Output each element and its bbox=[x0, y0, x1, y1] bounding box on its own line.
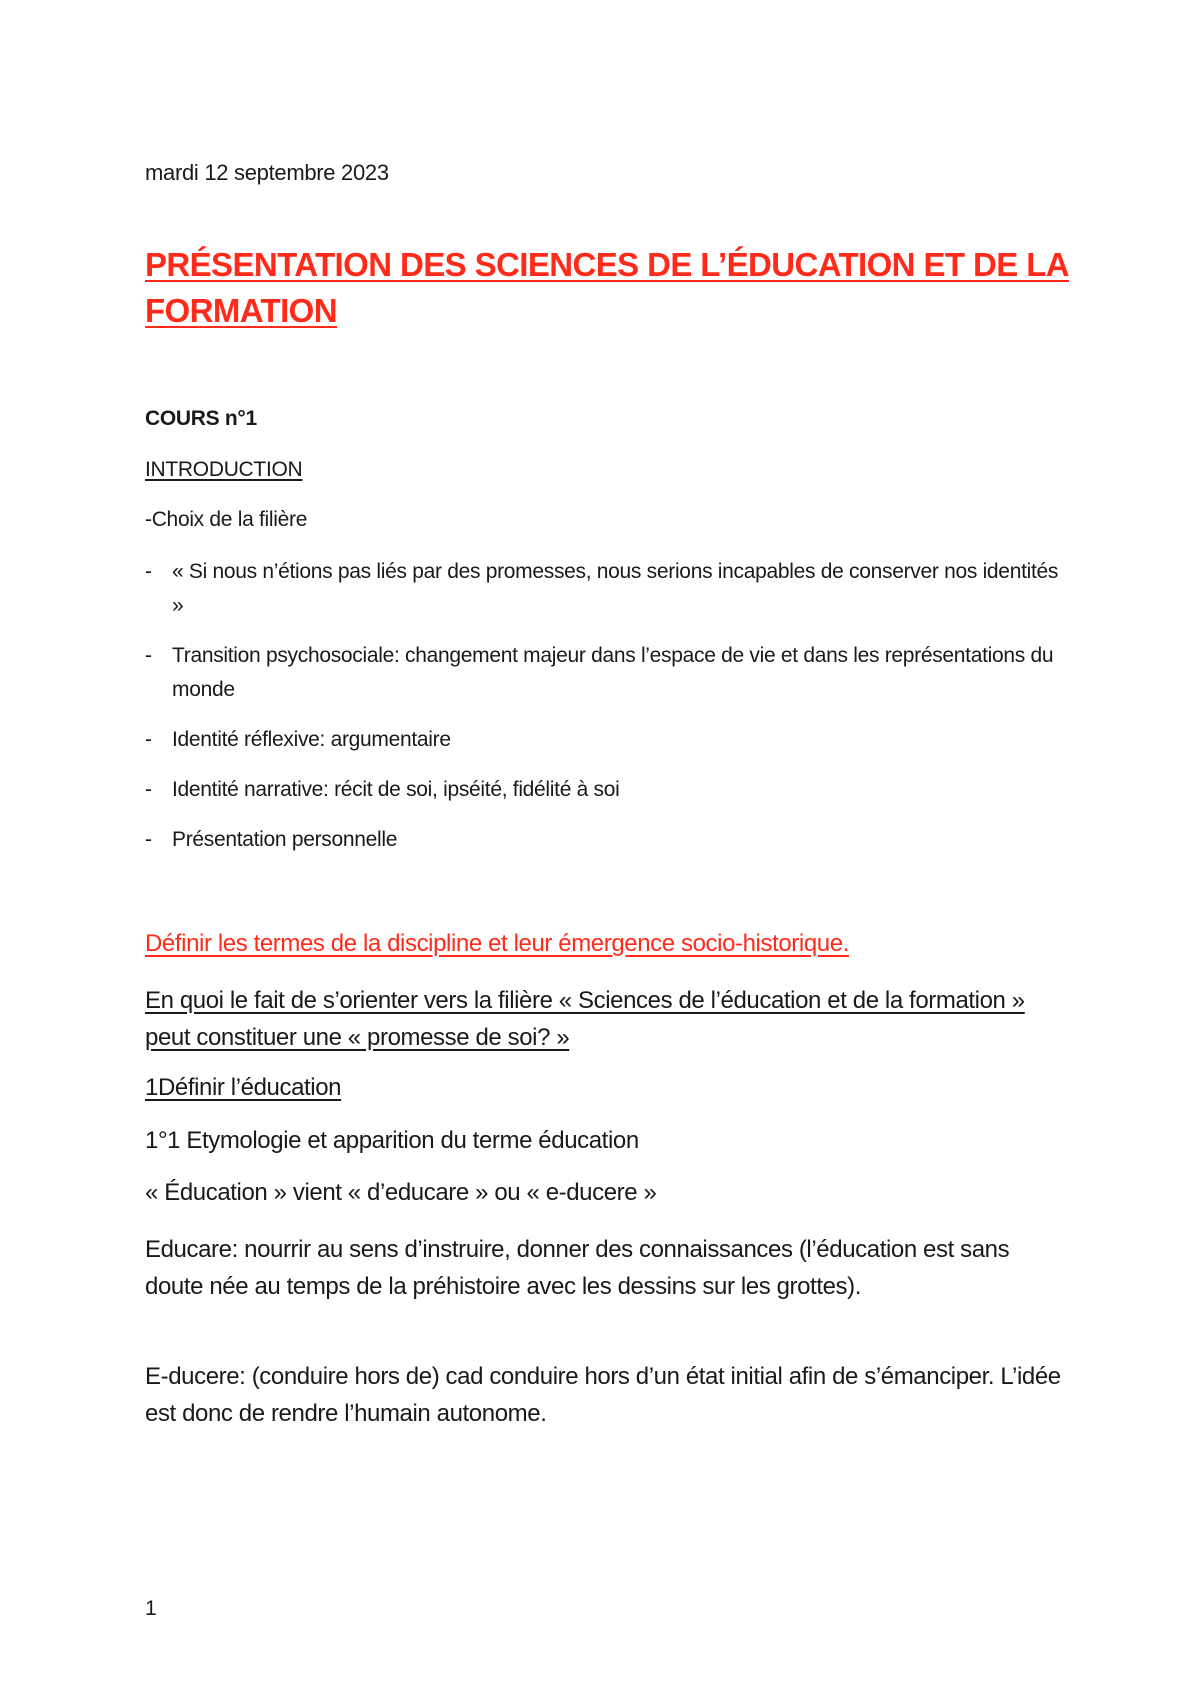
bullet-marker: - bbox=[145, 778, 152, 801]
bullet-marker: - bbox=[145, 728, 152, 751]
document-title-text: PRÉSENTATION DES SCIENCES DE L’ÉDUCATION ET DE LA FORMATION bbox=[145, 246, 1070, 329]
section-heading: Définir les termes de la discipline et leur émergence socio-historique. bbox=[145, 930, 849, 957]
educere-paragraph: E-ducere: (conduire hors de) cad conduire hors d’un état initial afin de s’émanciper. L’idée est donc de rendre l’humain autonome. bbox=[145, 1363, 1061, 1427]
list-item bbox=[145, 723, 1065, 757]
list-item bbox=[145, 823, 1065, 857]
list-item bbox=[145, 773, 1065, 807]
bullet-text: Identité narrative: récit de soi, ipséité, fidélité à soi bbox=[172, 778, 620, 801]
educare-paragraph: Educare: nourrir au sens d’instruire, donner des connaissances (l’éducation est sans doute née au temps de la préhistoire avec les dessins sur les grottes). bbox=[145, 1236, 1010, 1300]
bullet-text: Transition psychosociale: changement majeur dans l’espace de vie et dans les représentations du monde bbox=[172, 644, 1054, 701]
bullet-text: Identité réflexive: argumentaire bbox=[172, 728, 451, 751]
list-item bbox=[145, 639, 1065, 707]
bullet-marker: - bbox=[145, 644, 152, 667]
subsection-heading: 1Définir l’éducation bbox=[145, 1074, 342, 1101]
origin-line: « Éducation » vient « d’educare » ou « e-ducere » bbox=[145, 1179, 657, 1206]
intro-bullet-list bbox=[145, 555, 1065, 873]
page-number: 1 bbox=[145, 1597, 157, 1620]
choice-line: -Choix de la filière bbox=[145, 508, 308, 531]
document-title bbox=[145, 242, 1145, 334]
bullet-text: « Si nous n’étions pas liés par des promesses, nous serions incapables de conserver nos identités » bbox=[172, 560, 1059, 617]
subsubsection-heading: 1°1 Etymologie et apparition du terme éducation bbox=[145, 1127, 639, 1154]
bullet-marker: - bbox=[145, 560, 152, 583]
bullet-marker: - bbox=[145, 828, 152, 851]
guiding-question: En quoi le fait de s’orienter vers la filière « Sciences de l’éducation et de la formation » peut constituer une « promesse de soi? » bbox=[145, 987, 1025, 1051]
course-label: COURS n°1 bbox=[145, 407, 257, 430]
list-item bbox=[145, 555, 1065, 623]
document-date: mardi 12 septembre 2023 bbox=[145, 160, 389, 185]
bullet-text: Présentation personnelle bbox=[172, 828, 398, 851]
intro-heading: INTRODUCTION bbox=[145, 458, 303, 481]
